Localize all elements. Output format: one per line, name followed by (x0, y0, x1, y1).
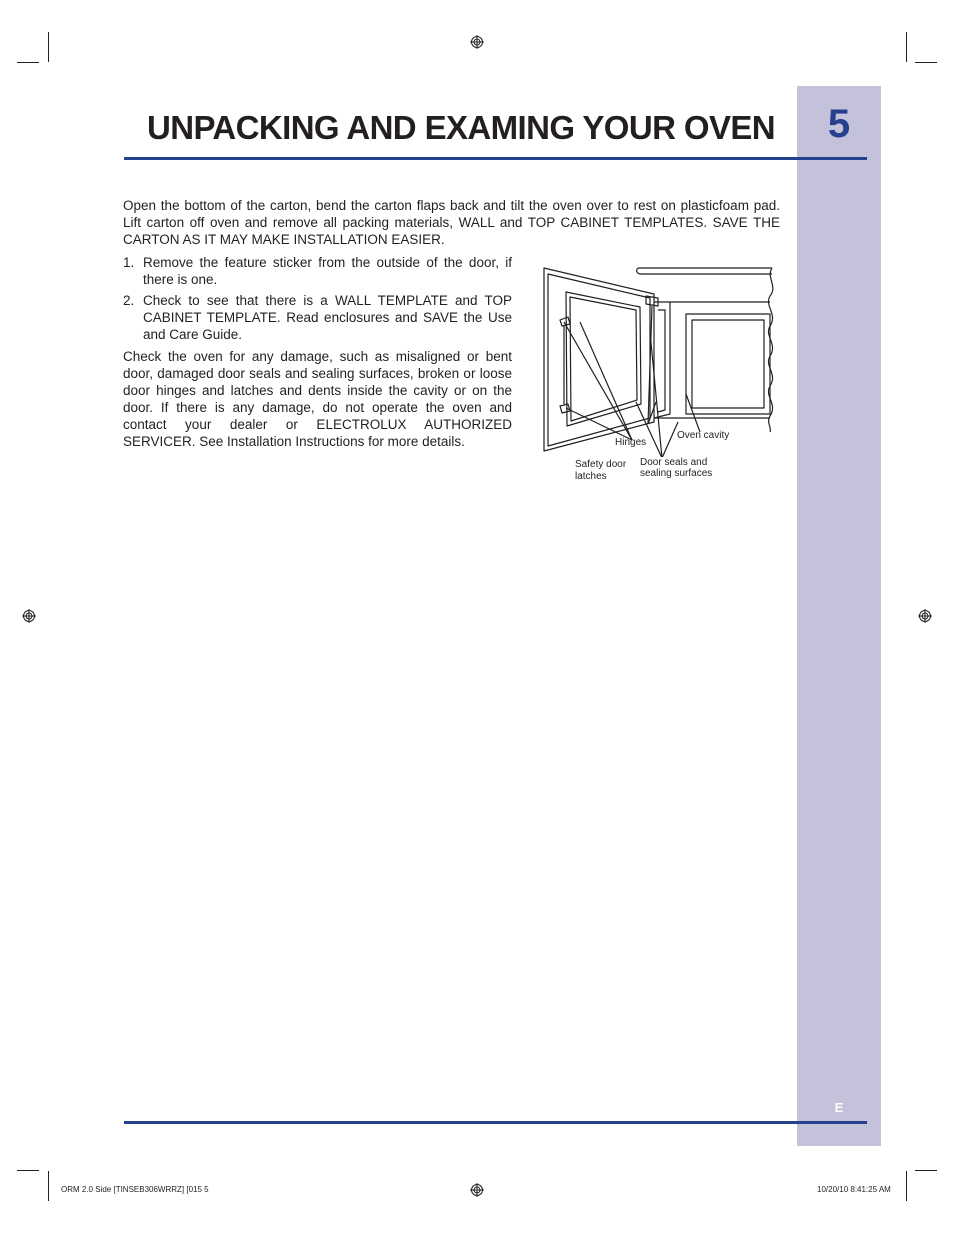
page-number: 5 (827, 102, 851, 146)
chapter-sidebar (797, 86, 881, 1146)
registration-mark-icon (918, 609, 932, 623)
list-item (123, 254, 512, 288)
language-marker: E (834, 1100, 844, 1115)
crop-mark (48, 32, 49, 62)
crop-mark (915, 1170, 937, 1171)
page-title: UNPACKING AND EXAMING YOUR OVEN (147, 109, 776, 146)
crop-mark (17, 1170, 39, 1171)
label-oven-cavity: Oven cavity (677, 430, 730, 441)
label-safety-door-latches: Safety door (575, 459, 627, 470)
oven-illustration (540, 262, 780, 457)
step-number: 2. (123, 293, 135, 308)
steps-list (123, 254, 512, 347)
damage-check-paragraph: Check the oven for any damage, such as misaligned or bent door, damaged door seals and sealing surfaces, broken or loose door hinges and latches and dents inside the cavity or on the door. If there is any damage, do not operate the oven and contact your dealer or ELECTROLUX AUTHORIZED SERVICER. See Installation Instructions for more details. (123, 349, 512, 449)
step-text: Check to see that there is a WALL TEMPLATE and TOP CABINET TEMPLATE. Read enclosures and SAVE the Use and Care Guide. (143, 293, 512, 342)
crop-mark (906, 1171, 907, 1201)
step-text: Remove the feature sticker from the outside of the door, if there is one. (143, 255, 512, 287)
list-item (123, 292, 512, 343)
title-rule (124, 157, 867, 160)
label-door-seals: sealing surfaces (640, 468, 713, 479)
crop-mark (48, 1171, 49, 1201)
label-door-seals: Door seals and (640, 457, 708, 468)
print-slug-left: ORM 2.0 Side [TINSEB306WRRZ] [015 5 (61, 1185, 209, 1194)
crop-mark (906, 32, 907, 62)
intro-paragraph: Open the bottom of the carton, bend the carton flaps back and tilt the oven over to rest on plasticfoam pad. Lift carton off oven and remove all packing materials, WALL and TOP CABINET TEMPLATES. SAVE THE CARTON AS IT MAY MAKE INSTALLATION EASIER. (123, 198, 780, 247)
registration-mark-icon (22, 609, 36, 623)
crop-mark (915, 62, 937, 63)
step-number: 1. (123, 255, 135, 270)
label-hinges: Hinges (615, 437, 647, 448)
footer-rule (124, 1121, 867, 1124)
print-slug-right: 10/20/10 8:41:25 AM (817, 1185, 891, 1194)
label-safety-door-latches: latches (575, 471, 607, 482)
registration-mark-icon (470, 1183, 484, 1197)
crop-mark (17, 62, 39, 63)
registration-mark-icon (470, 35, 484, 49)
